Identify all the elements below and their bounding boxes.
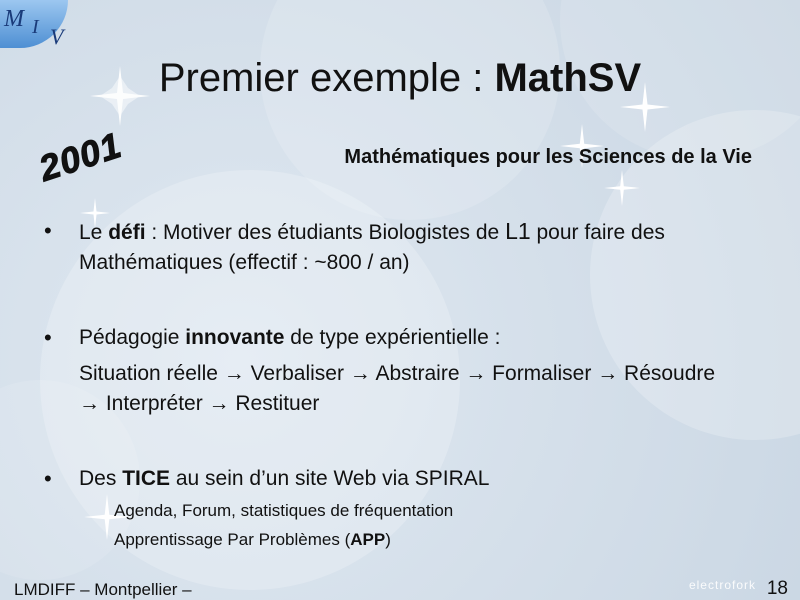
sub-bullet-text: ) (385, 530, 391, 549)
page-title (0, 52, 800, 104)
bullet-text: au sein d’un site Web via SPIRAL (170, 467, 490, 490)
page-number: 18 (766, 578, 788, 599)
logo (0, 0, 70, 52)
sub-bullet-bold: APP (350, 530, 386, 549)
bullet-text: Pédagogie (79, 326, 186, 349)
bullet-dot: • (44, 218, 52, 243)
bullet-bold: innovante (185, 326, 285, 349)
bullet-text: Le (79, 221, 109, 244)
sparkle-icon (604, 170, 640, 206)
bullet-bold: TICE (122, 467, 171, 490)
bullet-dot: • (44, 325, 52, 350)
watermark: electrofork (688, 578, 756, 592)
bullet-dot: • (44, 466, 52, 491)
bullet-text: Des (79, 467, 123, 490)
bullet-text: : Motiver des étudiants Biologistes de (145, 221, 506, 244)
title-prefix: Premier exemple : (158, 56, 495, 100)
footer-text: LMDIFF – Montpellier – (14, 580, 192, 599)
bullet-l1: L1 (505, 218, 531, 244)
sub-bullet (44, 525, 764, 554)
subtitle: Mathématiques pour les Sciences de la Vie (344, 146, 752, 168)
logo-letter-v: V (50, 24, 64, 49)
bullet-continuation: Situation réelle → Verbaliser → Abstraire → Formaliser → Résoudre (79, 362, 716, 385)
logo-letter-m: M (4, 6, 24, 32)
bullet-item (44, 216, 764, 248)
logo-letter-i: I (32, 16, 39, 38)
bullet-item (44, 323, 764, 353)
bullet-continuation: Mathématiques (effectif : ~800 / an) (79, 251, 410, 274)
bullet-text: pour faire des (530, 221, 665, 244)
bullet-bold: défi (108, 221, 146, 244)
bullet-item (44, 464, 764, 494)
bullet-text: de type expérientielle : (284, 326, 501, 349)
sub-bullet: Agenda, Forum, statistiques de fréquentation (114, 501, 454, 520)
bullet-list (44, 216, 764, 554)
title-emphasis: MathSV (494, 56, 642, 100)
bullet-continuation: → Interpréter → Restituer (79, 392, 320, 415)
sub-bullet-text: Apprentissage Par Problèmes ( (114, 530, 351, 549)
year-stamp: 2001 (34, 124, 127, 189)
